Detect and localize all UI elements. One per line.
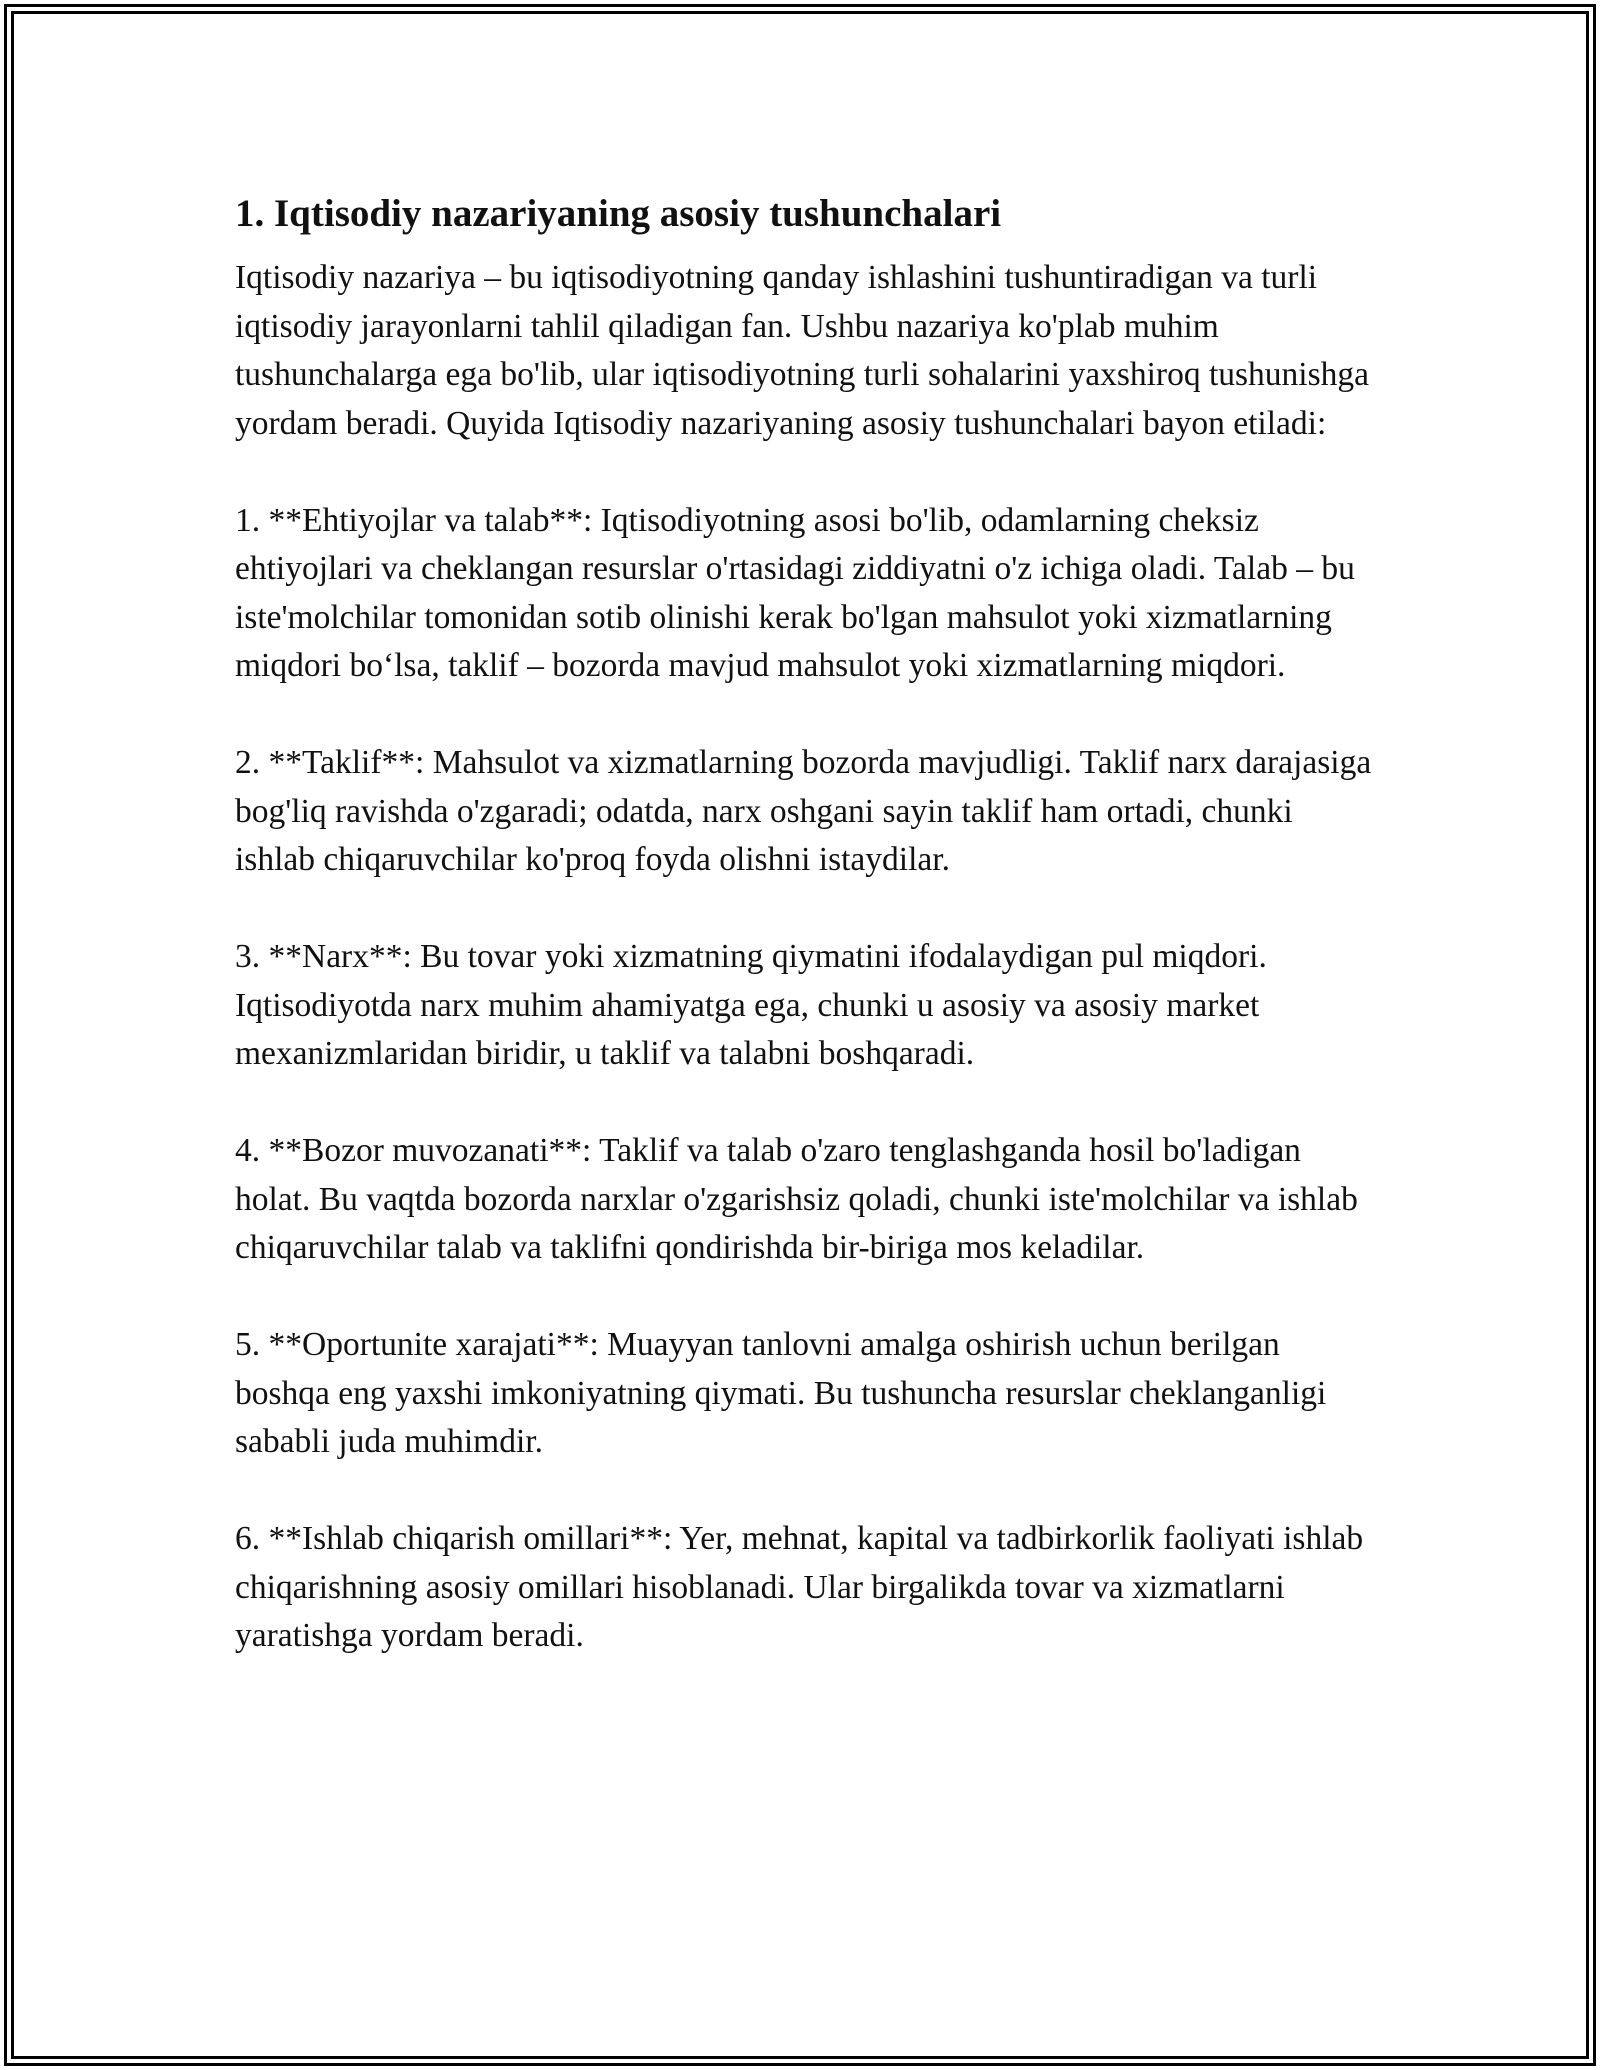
list-item-narx: 3. **Narx**: Bu tovar yoki xizmatning qiymatini ifodalaydigan pul miqdori. Iqtisodiyotda narx muhim ahamiyatga ega, chunki u asosiy va asosiy market mexanizmlaridan biridir, u taklif va talabni boshqaradi. <box>235 938 1267 1072</box>
page-title: 1. Iqtisodiy nazariyaning asosiy tushunchalari <box>235 192 1002 235</box>
list-item-ishlab-chiqarish-omillari: 6. **Ishlab chiqarish omillari**: Yer, mehnat, kapital va tadbirkorlik faoliyati ishlab chiqarishning asosiy omillari hisoblanadi. Ular birgalikda tovar va xizmatlarni yaratishga yordam beradi. <box>235 1520 1364 1654</box>
list-item-ehtiyojlar-va-talab: 1. **Ehtiyojlar va talab**: Iqtisodiyotning asosi bo'lib, odamlarning cheksiz ehtiyojlari va cheklangan resurslar o'rtasidagi ziddiyatni o'z ichiga oladi. Talab – bu iste'molchilar tomonidan sotib olinishi kerak bo'lgan mahsulot yoki xizmatlarning miqdori bo‘lsa, taklif – bozorda mavjud mahsulot yoki xizmatlarning miqdori. <box>235 501 1355 684</box>
list-item-oportunite-xarajati: 5. **Oportunite xarajati**: Muayyan tanlovni amalga oshirish uchun berilgan boshqa eng yaxshi imkoniyatning qiymati. Bu tushuncha resurslar cheklanganligi sababli juda muhimdir. <box>235 1326 1327 1460</box>
list-item-bozor-muvozanati: 4. **Bozor muvozanati**: Taklif va talab o'zaro tenglashganda hosil bo'ladigan holat. Bu vaqtda bozorda narxlar o'zgarishsiz qoladi, chunki iste'molchilar va ishlab chiqaruvchilar talab va taklifni qondirishda bir-biriga mos keladilar. <box>235 1132 1358 1266</box>
list-item-taklif: 2. **Taklif**: Mahsulot va xizmatlarning bozorda mavjudligi. Taklif narx darajasiga bog'liq ravishda o'zgaradi; odatda, narx oshgani sayin taklif ham ortadi, chunki ishlab chiqaruvchilar ko'proq foyda olishni istaydilar. <box>235 744 1372 878</box>
intro-paragraph: Iqtisodiy nazariya – bu iqtisodiyotning qanday ishlashini tushuntiradigan va turli iqtisodiy jarayonlarni tahlil qiladigan fan. Ushbu nazariya ko'plab muhim tushunchalarga ega bo'lib, ular iqtisodiyotning turli sohalarini yaxshiroq tushunishga yordam beradi. Quyida Iqtisodiy nazariyaning asosiy tushunchalari bayon etiladi: <box>235 259 1370 442</box>
document-body <box>235 186 1375 1709</box>
